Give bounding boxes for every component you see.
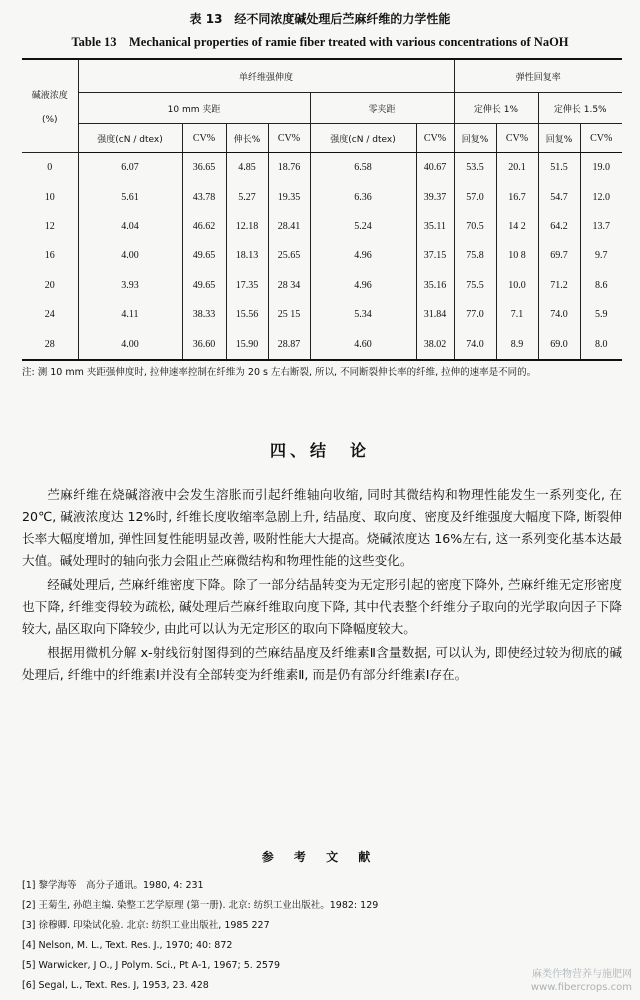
table-cell: 69.0 — [538, 329, 580, 359]
table-note: 注: 测 10 mm 夹距强伸度时, 拉伸速率控制在纤维为 20 s 左右断裂, 所以, 不同断裂伸长率的纤维, 拉伸的速率是不同的。 — [22, 367, 537, 378]
table-cell: 8.9 — [496, 329, 538, 359]
table-cell: 10.0 — [496, 271, 538, 300]
table-row — [22, 153, 622, 183]
table-caption-cn: 表 13 经不同浓度碱处理后苎麻纤维的力学性能 — [189, 12, 451, 26]
fixed-elongation-1-header: 定伸长 1% — [454, 93, 538, 124]
row-concentration-cell: 28 — [22, 329, 78, 359]
table-body — [22, 153, 622, 360]
table-cell: 4.04 — [78, 212, 182, 241]
watermark-line: www.fibercrops.com — [530, 982, 632, 993]
table-cell: 35.16 — [416, 271, 454, 300]
table-cell: 74.0 — [538, 300, 580, 329]
table-cell: 3.93 — [78, 271, 182, 300]
table-cell: 19.0 — [580, 153, 622, 183]
col-cv: CV% — [268, 124, 310, 153]
table-cell: 5.24 — [310, 212, 416, 241]
row-concentration-cell: 24 — [22, 300, 78, 329]
single-fiber-elongation-header: 单纤维强伸度 — [78, 59, 454, 93]
table-row — [22, 300, 622, 329]
table-cell: 13.7 — [580, 212, 622, 241]
table-cell: 69.7 — [538, 241, 580, 270]
table-cell: 4.00 — [78, 329, 182, 359]
reference-item: [6] Segal, L., Text. Res. J, 1953, 23. 428 — [22, 980, 209, 991]
paragraph: 苎麻纤维在烧碱溶液中会发生溶胀而引起纤维轴向收缩, 同时其微结构和物理性能发生一系列变化, 在 20℃, 碱液浓度达 12%时, 纤维长度收缩率急剧上升, 结晶度、取向度、密度及纤维强度大幅度下降, 断裂伸长率大幅度增加, 弹性回复性能明显改善, 吸附性能大大提高。烧碱浓度达 16%左右, 这一系列变化基本达最大值。碱处理时的轴向张力会阻止苎麻微结构和物理性能的这些变化。 — [22, 487, 622, 568]
table-cell: 4.11 — [78, 300, 182, 329]
zero-gauge-header: 零夹距 — [310, 93, 454, 124]
table-cell: 28 34 — [268, 271, 310, 300]
table-cell: 5.34 — [310, 300, 416, 329]
table-row — [22, 212, 622, 241]
table-cell: 4.60 — [310, 329, 416, 359]
table-cell: 43.78 — [182, 182, 226, 211]
table-cell: 7.1 — [496, 300, 538, 329]
table-cell: 57.0 — [454, 182, 496, 211]
table-cell: 20.1 — [496, 153, 538, 183]
table-cell: 8.6 — [580, 271, 622, 300]
table-caption-en: Table 13 Mechanical properties of ramie fiber treated with various concentrations of NaOH — [71, 35, 569, 49]
gauge-10mm-header: 10 mm 夹距 — [78, 93, 310, 124]
reference-item: [3] 徐穆卿. 印染试化验. 北京: 纺织工业出版社, 1985 227 — [22, 920, 270, 931]
table-cell: 53.5 — [454, 153, 496, 183]
table-cell: 5.9 — [580, 300, 622, 329]
table-cell: 17.35 — [226, 271, 268, 300]
col-recovery-1: 回复% — [454, 124, 496, 153]
table-cell: 12.18 — [226, 212, 268, 241]
row-concentration-cell: 16 — [22, 241, 78, 270]
table-cell: 19.35 — [268, 182, 310, 211]
table-cell: 4.96 — [310, 241, 416, 270]
table-cell: 9.7 — [580, 241, 622, 270]
table-cell: 37.15 — [416, 241, 454, 270]
reference-item: [2] 王菊生, 孙皑主编. 染整工艺学原理 (第一册). 北京: 纺织工业出版社。1982: 129 — [22, 900, 379, 911]
table-row — [22, 241, 622, 270]
table-cell: 8.0 — [580, 329, 622, 359]
table-cell: 74.0 — [454, 329, 496, 359]
row-concentration-cell: 12 — [22, 212, 78, 241]
table-cell: 18.13 — [226, 241, 268, 270]
table-cell: 36.60 — [182, 329, 226, 359]
table-cell: 31.84 — [416, 300, 454, 329]
table-cell: 35.11 — [416, 212, 454, 241]
table-cell: 12.0 — [580, 182, 622, 211]
table-cell: 4.00 — [78, 241, 182, 270]
table-cell: 25.65 — [268, 241, 310, 270]
reference-item: [1] 黎学海等 高分子通讯。1980, 4: 231 — [22, 880, 204, 891]
table-cell: 75.5 — [454, 271, 496, 300]
table-cell: 15.90 — [226, 329, 268, 359]
paragraph: 根据用微机分解 x-射线衍射图得到的苎麻结晶度及纤维素Ⅱ含量数据, 可以认为, 即使经过较为彻底的碱处理后, 纤维中的纤维素Ⅰ并没有全部转变为纤维素Ⅱ, 而是仍有部分纤维素Ⅰ存在。 — [22, 645, 622, 682]
table-cell: 28.41 — [268, 212, 310, 241]
fixed-elongation-15-header: 定伸长 1.5% — [538, 93, 622, 124]
col-strength-zero: 强度(cN / dtex) — [310, 124, 416, 153]
references-title: 参 考 文 献 — [261, 850, 379, 864]
table-cell: 25 15 — [268, 300, 310, 329]
table-cell: 64.2 — [538, 212, 580, 241]
table-cell: 5.61 — [78, 182, 182, 211]
watermark — [531, 968, 632, 994]
table-cell: 6.36 — [310, 182, 416, 211]
table-cell: 10 8 — [496, 241, 538, 270]
table-cell: 28.87 — [268, 329, 310, 359]
section-title: 四、结 论 — [269, 441, 370, 460]
table-row — [22, 182, 622, 211]
alkali-conc-unit: (%) — [41, 114, 58, 125]
row-concentration-cell: 20 — [22, 271, 78, 300]
col-strength-10mm: 强度(cN / dtex) — [78, 124, 182, 153]
reference-item: [5] Warwicker, J O., J Polym. Sci., Pt A-1, 1967; 5. 2579 — [22, 960, 281, 971]
table-cell: 39.37 — [416, 182, 454, 211]
table-cell: 54.7 — [538, 182, 580, 211]
table-cell: 6.58 — [310, 153, 416, 183]
elastic-recovery-header: 弹性回复率 — [454, 59, 622, 93]
col-elongation: 伸长% — [226, 124, 268, 153]
table-cell: 36.65 — [182, 153, 226, 183]
table-cell: 49.65 — [182, 271, 226, 300]
table-cell: 77.0 — [454, 300, 496, 329]
alkali-concentration-header — [22, 59, 78, 153]
table-cell: 40.67 — [416, 153, 454, 183]
table-cell: 16.7 — [496, 182, 538, 211]
table-cell: 51.5 — [538, 153, 580, 183]
table-cell: 18.76 — [268, 153, 310, 183]
col-cv: CV% — [496, 124, 538, 153]
table-cell: 49.65 — [182, 241, 226, 270]
table-cell: 6.07 — [78, 153, 182, 183]
table-cell: 38.33 — [182, 300, 226, 329]
paragraph: 经碱处理后, 苎麻纤维密度下降。除了一部分结晶转变为无定形引起的密度下降外, 苎麻纤维无定形密度也下降, 纤维变得较为疏松, 碱处理后苎麻纤维取向度下降, 其中代表整个纤维分子取向的光学取向因子下降较大, 晶区取向下降较少, 由此可以认为无定形区的取向下降幅度较大。 — [22, 577, 622, 636]
row-concentration-cell: 0 — [22, 153, 78, 183]
reference-item: [4] Nelson, M. L., Text. Res. J., 1970; 40: 872 — [22, 940, 233, 951]
table-cell: 38.02 — [416, 329, 454, 359]
alkali-conc-label: 碱液浓度 — [31, 90, 68, 101]
col-cv: CV% — [580, 124, 622, 153]
table-cell: 70.5 — [454, 212, 496, 241]
row-concentration-cell: 10 — [22, 182, 78, 211]
conclusion-body — [22, 484, 622, 688]
table-cell: 15.56 — [226, 300, 268, 329]
col-cv: CV% — [182, 124, 226, 153]
table-row — [22, 329, 622, 359]
mechanical-properties-table — [22, 58, 622, 361]
table-cell: 75.8 — [454, 241, 496, 270]
col-cv: CV% — [416, 124, 454, 153]
table-cell: 46.62 — [182, 212, 226, 241]
table-cell: 4.96 — [310, 271, 416, 300]
table-cell: 5.27 — [226, 182, 268, 211]
table-cell: 14 2 — [496, 212, 538, 241]
watermark-line: 麻类作物营养与施肥网 — [532, 969, 632, 980]
table-row — [22, 271, 622, 300]
table-cell: 4.85 — [226, 153, 268, 183]
col-recovery-15: 回复% — [538, 124, 580, 153]
table-cell: 71.2 — [538, 271, 580, 300]
